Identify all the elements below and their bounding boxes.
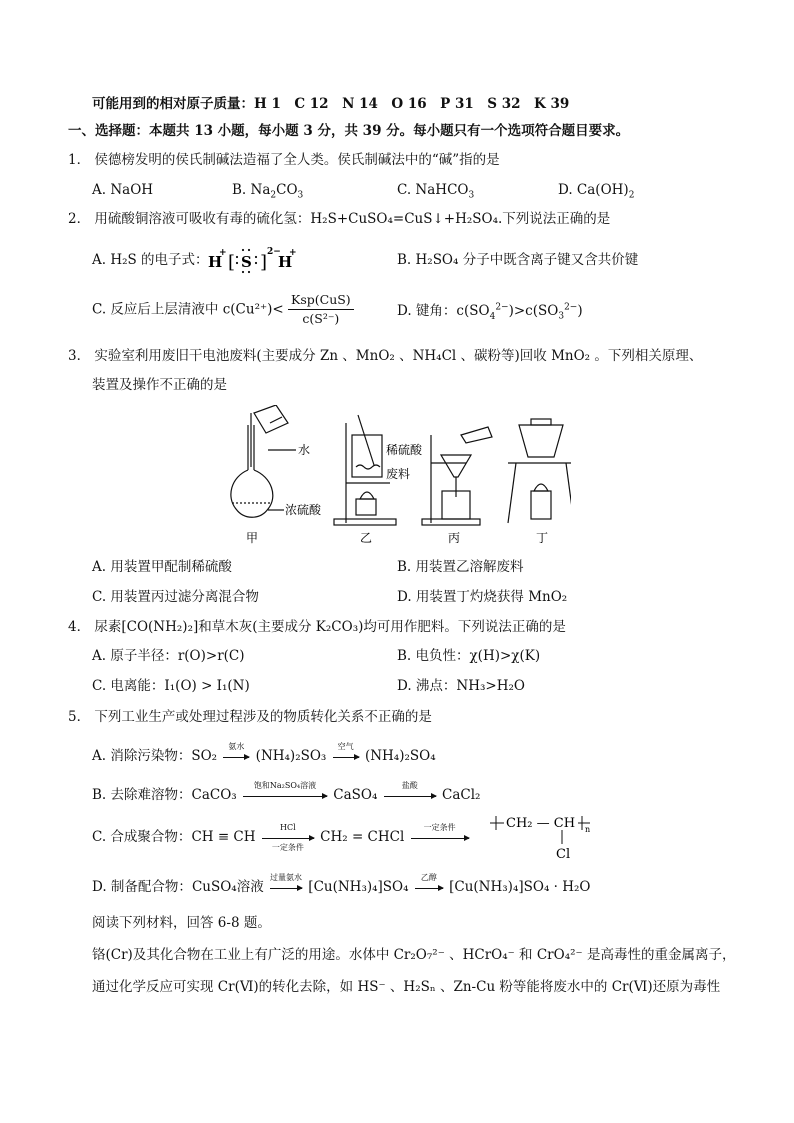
svg-text:Cl: Cl	[556, 847, 571, 862]
polyvinyl-chloride-structure	[490, 812, 600, 862]
apparatus-bing	[422, 427, 492, 525]
label-conc-acid: 浓硫酸	[285, 503, 322, 517]
q1-option-b[interactable]: B. $Na_2CO_3$	[232, 182, 304, 201]
svg-text:H: H	[278, 253, 293, 271]
q5-option-d[interactable]: D. 制备配合物：CuSO₄溶液 过量氨水 [Cu(NH₃)₄]SO₄ 乙醇 [Cu(NH₃)₄]SO₄ · H₂O	[92, 872, 591, 895]
reading-paragraph-line1: 铬(Cr)及其化合物在工业上有广泛的用途。水体中 Cr₂O₇²⁻ 、HCrO₄⁻ 和 CrO₄²⁻ 是高毒性的重金属离子，	[92, 947, 736, 963]
q3-option-b[interactable]: B. 用装置乙溶解废料	[397, 559, 524, 575]
q1-option-c[interactable]: C. NaHCO$_3$	[397, 182, 475, 201]
label-water: 水	[298, 443, 311, 457]
q3-option-c[interactable]: C. 用装置丙过滤分离混合物	[92, 589, 259, 605]
reading-paragraph-line2: 通过化学反应可实现 Cr(Ⅵ)的转化去除，如 HS⁻ 、H₂Sₙ 、Zn-Cu 粉等能将废水中的 Cr(Ⅵ)还原为毒性	[92, 979, 721, 995]
q5-stem: 5． 下列工业生产或处理过程涉及的物质转化关系不正确的是	[68, 709, 432, 725]
svg-text:n: n	[585, 825, 591, 834]
apparatus-figure	[226, 405, 571, 545]
label-yi: 乙	[360, 531, 373, 545]
svg-text:+: +	[289, 248, 297, 258]
svg-text:+: +	[219, 248, 227, 258]
svg-text:CH₂ — CH: CH₂ — CH	[506, 816, 576, 831]
q4-option-d[interactable]: D. 沸点：NH₃>H₂O	[397, 678, 525, 694]
label-waste: 废料	[386, 467, 411, 481]
svg-text:H: H	[208, 253, 223, 271]
q3-stem-line1: 3． 实验室利用废旧干电池废料(主要成分 Zn 、MnO₂ 、NH₄Cl 、碳粉等)回收 MnO₂ 。下列相关原理、	[68, 348, 703, 364]
q2-option-b[interactable]: B. H₂SO₄ 分子中既含离子键又含共价键	[397, 252, 639, 268]
apparatus-ding	[508, 419, 571, 523]
label-jia: 甲	[246, 531, 259, 545]
q4-stem: 4． 尿素[CO(NH₂)₂]和草木灰(主要成分 K₂CO₃)均可用作肥料。下列说法正确的是	[68, 619, 566, 635]
reading-intro: 阅读下列材料，回答 6-8 题。	[92, 915, 271, 931]
svg-text:[: [	[228, 252, 236, 273]
q3-stem-line2: 装置及操作不正确的是	[92, 377, 227, 393]
h2s-electron-formula	[208, 240, 303, 276]
q5-option-c[interactable]: C. 合成聚合物：CH ≡ CH HCl 一定条件 CH₂ = CHCl 一定条件	[92, 828, 471, 847]
q5-option-b[interactable]: B. 去除难溶物：CaCO₃ 饱和Na₂SO₄溶液 CaSO₄ 盐酸 CaCl₂	[92, 780, 481, 803]
q4-option-b[interactable]: B. 电负性：χ(H)>χ(K)	[397, 648, 541, 664]
q2-option-a[interactable]: A. H₂S 的电子式：	[92, 252, 209, 268]
q5-option-a[interactable]: A. 消除污染物：SO₂ 氨水 (NH₄)₂SO₃ 空气 (NH₄)₂SO₄	[92, 741, 436, 764]
svg-text:2−: 2−	[267, 247, 281, 257]
q3-option-a[interactable]: A. 用装置甲配制稀硫酸	[92, 559, 232, 575]
svg-text:S: S	[241, 253, 252, 271]
label-ding: 丁	[536, 531, 549, 545]
q2-stem: 2． 用硫酸铜溶液可吸收有毒的硫化氢：H₂S+CuSO₄=CuS↓+H₂SO₄.下列说法正确的是	[68, 211, 611, 227]
q3-option-d[interactable]: D. 用装置丁灼烧获得 MnO₂	[397, 589, 568, 605]
q2-option-d[interactable]: D. 键角：$c(SO_4^{2-})>c(SO_3^{2-})$	[397, 302, 583, 322]
q1-option-d[interactable]: D. $Ca(OH)_2$	[558, 182, 635, 201]
section-title: 一、选择题：本题共 13 小题，每小题 3 分，共 39 分。每小题只有一个选项符合题目要求。	[68, 123, 630, 139]
label-bing: 丙	[448, 531, 461, 545]
q1-stem: 1． 侯德榜发明的侯氏制碱法造福了全人类。侯氏制碱法中的“碱”指的是	[68, 152, 500, 168]
svg-text:]: ]	[260, 252, 268, 273]
q4-option-a[interactable]: A. 原子半径：r(O)>r(C)	[92, 648, 245, 664]
q4-option-c[interactable]: C. 电离能：I₁(O) > I₁(N)	[92, 678, 250, 694]
label-dilute-acid: 稀硫酸	[386, 443, 423, 457]
atomic-masses: 可能用到的相对原子质量：H 1 C 12 N 14 O 16 P 31 S 32 K 39	[92, 96, 570, 112]
q2-option-c[interactable]: C. 反应后上层清液中 c(Cu²⁺)< $\frac{\text{Ksp(CuS)}}{\text{c(S²⁻)}}$	[92, 291, 354, 328]
apparatus-jia	[231, 405, 296, 517]
q1-option-a[interactable]: A. NaOH	[92, 182, 154, 198]
